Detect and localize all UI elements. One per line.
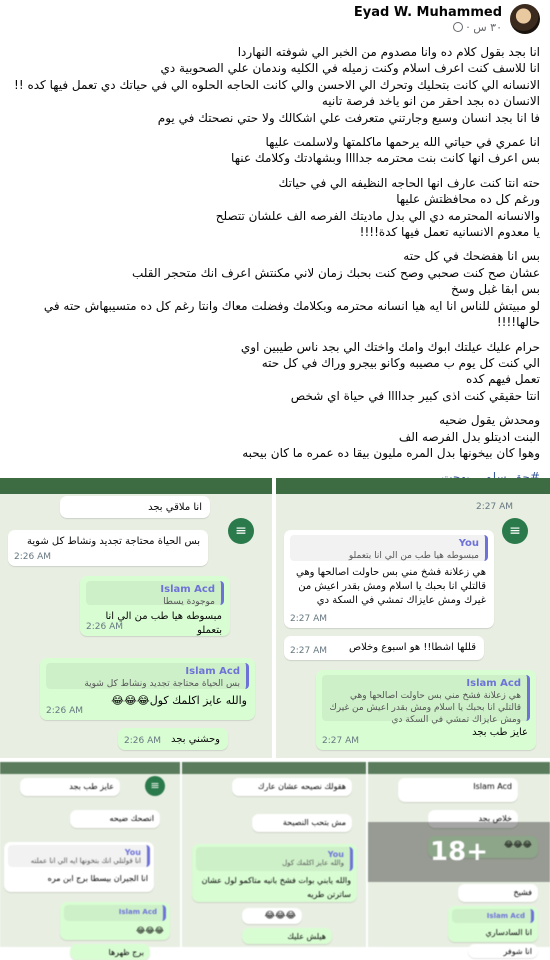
chat-message — [398, 778, 518, 802]
quoted-message — [290, 535, 488, 561]
post-line: بس ابقا غبل وسخ — [450, 282, 540, 297]
post-line: فا انا بجد انسان وسبع وجارتني متعرفت علي اشكالك ولا حتي نصحتك في يوم — [157, 110, 540, 125]
chat-header-bar — [276, 478, 550, 494]
chat-message — [70, 944, 150, 960]
chat-message-text: 😂😂😂 — [135, 926, 164, 935]
post-line: حرام عليك عيلتك ابوك وامك واختك الي بجد ناس طيبين اوي — [240, 339, 540, 354]
chat-message-text: عايز طب بجد — [472, 727, 528, 738]
post-line: الي كنت كل يوم ب مصيبه وكانو بيجرو وراك في كل حته — [261, 355, 540, 370]
chat-message — [118, 728, 228, 750]
post-line: وهوا كان بيخونها بدل المره مليون بيقا ده عمره ما كان بيحبه — [242, 445, 540, 460]
chat-message-text: هقولك نصيحه عشان عارك — [257, 782, 346, 791]
quote-text: انا قولتلي انك بتخونها ايه الي انا عملته — [30, 857, 141, 865]
chat-screenshot-left[interactable] — [0, 478, 272, 758]
chat-message-text: والله عايز اكلمك كول😂😂😂 — [111, 694, 247, 707]
chat-message-text: مش بتحب النصيحة — [282, 818, 346, 827]
post-line: عشان صح كنت صحبي وصح كنت بحبك زمان لاني مكنتش اعرف انك متحجر القلب — [132, 265, 540, 280]
chat-message — [80, 576, 230, 636]
chat-message-text: انا ملاقي بجد — [148, 502, 202, 513]
quote-author: Islam Acd — [486, 912, 525, 920]
chat-message-text: انصحك ضيحه — [109, 814, 154, 823]
chat-message-text: 😂😂😂 — [503, 840, 532, 849]
post-line: والانسانه المحترمه دي الي بدل ماديتك الفرصه الف علشان تتصلح — [215, 208, 540, 223]
chat-message-text: عايز طب بجد — [69, 782, 114, 791]
post-line: بس انا هفضحك في كل حته — [403, 249, 540, 264]
chat-message — [284, 636, 484, 660]
chat-message — [4, 842, 154, 892]
chat-message-text: والله يابني بوات فشخ بانيه متاكمو لول عشان ساترتن طريه — [201, 876, 351, 899]
quoted-message — [64, 905, 166, 921]
chat-message-text: فشيخ — [513, 888, 532, 897]
message-time: 2:26 AM — [124, 736, 161, 746]
globe-icon — [453, 22, 463, 32]
post-line: الانسانه الي كانت بتحليك وتحرك الي الاحسن والي كانت الحاجه الحلوه الي في حياتك دي تعمل فيها كده !! — [14, 77, 540, 92]
chat-message-text: Islam Acd — [473, 782, 512, 791]
quote-author: Islam Acd — [118, 908, 157, 916]
chat-message-text: بس الحياة محتاجة تجديد ونشاط كل شوية — [27, 536, 200, 547]
chat-message-text: وحشني بجد — [171, 734, 220, 745]
post-line: انا عمري في حياتي الله يرحمها ماكلمتها ولاسلمت عليها — [265, 135, 540, 150]
quote-author: You — [458, 538, 479, 549]
post-line: حته انتا كنت عارف انها الحاجه النظيفه الي في حياتك — [278, 175, 540, 190]
chat-screenshot-bottom-1[interactable] — [0, 762, 180, 957]
message-time: 2:27 AM — [290, 614, 327, 624]
post-line: ورغم كل ده محافظتش عليها — [396, 192, 540, 207]
chat-message-text: مبسوطه هيا طب من الي انا بتعملو — [105, 611, 222, 636]
quoted-message — [322, 675, 530, 725]
chat-message-text: انا شوفر — [503, 947, 532, 956]
timestamp[interactable]: ٣٠ س · — [466, 21, 502, 34]
quote-author: Islam Acd — [185, 666, 240, 677]
chat-message-text: انا الجيران بيسطا برج ابن مره — [47, 874, 148, 883]
chat-message-text: انا السادساري — [485, 928, 532, 937]
post-paragraph — [10, 248, 540, 330]
chat-message — [8, 530, 208, 566]
quoted-message — [452, 909, 534, 923]
more-photos-overlay[interactable] — [368, 822, 550, 882]
quoted-message — [46, 663, 249, 689]
chat-message — [232, 778, 352, 796]
more-photos-count: 18+ — [430, 837, 488, 867]
post-line: يا معدوم الانسانيه تعمل فيها كدة!!!! — [359, 225, 540, 240]
chat-message-text: برج ظهرها — [108, 948, 144, 957]
post-line: ومحدش يقول ضحيه — [439, 413, 540, 428]
chat-message — [60, 496, 210, 518]
chat-message — [40, 658, 255, 720]
chat-message-text: خلاص بجد — [478, 814, 512, 823]
scroll-icon: ≡ — [228, 518, 254, 544]
post-line: لو مبيتش للناس انا ايه هيا انسانه محترمه وبكلامك وفضلت معاك وانتا رغم كل ده متسيبهاش حته في حالها!!!! — [43, 298, 540, 330]
chat-message — [20, 778, 120, 796]
quoted-message — [196, 847, 353, 871]
chat-message — [468, 944, 538, 958]
chat-header-bar — [182, 762, 366, 774]
chat-screenshot-right[interactable] — [276, 478, 550, 758]
chat-message — [60, 902, 170, 940]
post-line: انتا حقيقي كنت اذى كبير جداااا في حياة اي شخص — [290, 388, 540, 403]
chat-screenshot-bottom-2[interactable] — [182, 762, 366, 947]
post-line: تعمل فيهم كده — [466, 372, 540, 387]
message-time: 2:26 AM — [86, 622, 123, 632]
scroll-icon: ≡ — [145, 776, 165, 796]
post-paragraph — [10, 175, 540, 241]
post-text — [10, 44, 540, 486]
message-time: 2:27 AM — [476, 502, 513, 512]
post-header — [0, 0, 550, 40]
message-time: 2:26 AM — [14, 552, 51, 562]
message-time: 2:27 AM — [290, 646, 327, 656]
post-paragraph — [10, 44, 540, 126]
message-time: 2:26 AM — [46, 706, 83, 716]
quote-text: بس الحياة محتاجة تجديد ونشاط كل شوية — [84, 679, 240, 689]
chat-message — [448, 906, 538, 942]
post-images[interactable] — [0, 478, 550, 957]
chat-message-text: 😂😂😂 — [264, 911, 296, 921]
chat-message — [242, 908, 302, 924]
author-name[interactable]: Eyad W. Muhammed — [353, 5, 502, 20]
quote-author: You — [327, 850, 344, 859]
chat-header-bar — [0, 762, 180, 774]
chat-message — [252, 814, 352, 832]
post-paragraph — [10, 134, 540, 167]
chat-message — [284, 530, 494, 628]
chat-header-bar — [368, 762, 550, 774]
quote-text: مبسوطه هيا طب من الي انا بتعملو — [348, 551, 479, 561]
chat-screenshot-bottom-3[interactable] — [368, 762, 550, 956]
chat-message — [70, 810, 160, 828]
post-line: البنت اديتلو بدل الفرصه الف — [398, 429, 540, 444]
scroll-icon: ≡ — [502, 518, 528, 544]
post-meta — [450, 21, 502, 34]
chat-message — [192, 844, 357, 902]
post-line: بس اعرف انها كانت بنت محترمه جداااا وبشهادتك وكلامك عنها — [231, 151, 540, 166]
post-paragraph — [10, 339, 540, 405]
quote-text: هي زعلانة فشخ مني بس حاولت اصالحها وهي قالتلي انا بحبك يا اسلام ومش بقدر اعيش من غيرك ومش عايزاك تمشي في السكة دي — [329, 691, 521, 725]
chat-message — [242, 928, 332, 944]
chat-header-bar — [0, 478, 272, 494]
chat-message-text: هيلش عليك — [287, 932, 326, 941]
quote-author: Islam Acd — [160, 584, 215, 595]
quote-text: موجودة يسطا — [163, 597, 215, 607]
post-paragraph — [10, 412, 540, 461]
chat-message-text: قللها اشطا!! هو اسبوع وخلاص — [348, 642, 476, 653]
quote-text: والله عايز اكلمك كول — [282, 859, 344, 867]
avatar[interactable] — [510, 4, 540, 34]
post-line: الانسان ده بجد احقر من انو ياخد فرصة تانيه — [321, 94, 540, 109]
chat-message — [316, 670, 536, 750]
post-line: انا للاسف كنت اعرف اسلام وكنت زميله في الكليه وندمان علي الصحوبية دي — [160, 61, 540, 76]
quote-author: Islam Acd — [466, 678, 521, 689]
chat-message — [458, 884, 538, 902]
quoted-message — [8, 845, 150, 867]
quoted-message — [86, 581, 224, 605]
message-time: 2:27 AM — [322, 736, 359, 746]
post-line: انا بجد بقول كلام ده وانا مصدوم من الخبر الي شوفته النهاردا — [237, 45, 540, 59]
chat-message-text: هي زعلانة فشخ مني بس حاولت اصالحها وهي قالتلي انا بحبك يا اسلام ومش بقدر اعيش من غيرك ومش عايزاك تمشي في السكة دي — [296, 567, 486, 606]
quote-author: You — [124, 848, 141, 857]
